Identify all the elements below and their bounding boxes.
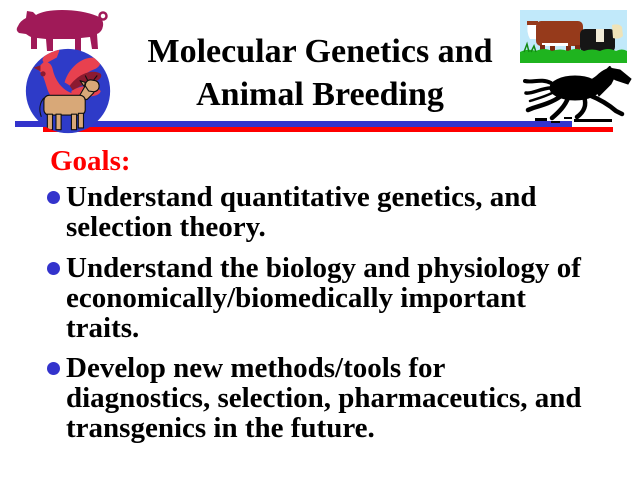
bullet-3-line-3: transgenics in the future.	[66, 412, 375, 444]
slide-body	[47, 146, 627, 443]
goals-heading: Goals:	[50, 145, 131, 177]
bullet-2-line-3: traits.	[66, 312, 140, 344]
title-line-2: Animal Breeding	[196, 76, 444, 113]
filled-circle-bullet-icon	[47, 262, 60, 275]
rooster-cow-circle-logo-icon	[24, 48, 112, 134]
galloping-horse-icon	[523, 66, 635, 122]
slide-title	[100, 30, 540, 116]
bullet-1-line-1: Understand quantitative genetics, and	[66, 181, 537, 213]
bullet-3-line-1: Develop new methods/tools for	[66, 352, 446, 384]
title-line-1: Molecular Genetics and	[147, 33, 493, 70]
bullet-item-1	[47, 182, 627, 242]
motion-dash-icon	[564, 117, 572, 119]
bullet-item-2	[47, 253, 627, 343]
motion-dash-icon	[574, 119, 612, 122]
divider-red-line	[43, 127, 613, 132]
bullet-2-line-1: Understand the biology and physiology of	[66, 252, 581, 284]
bullet-item-3	[47, 353, 627, 443]
filled-circle-bullet-icon	[47, 191, 60, 204]
motion-dash-icon	[551, 121, 560, 123]
pig-silhouette-icon	[14, 5, 110, 53]
bullet-3-line-2: diagnostics, selection, pharmaceutics, and	[66, 382, 582, 414]
bullet-1-line-2: selection theory.	[66, 211, 266, 243]
bullet-2-line-2: economically/biomedically important	[66, 282, 526, 314]
filled-circle-bullet-icon	[47, 362, 60, 375]
motion-dash-icon	[535, 118, 547, 121]
